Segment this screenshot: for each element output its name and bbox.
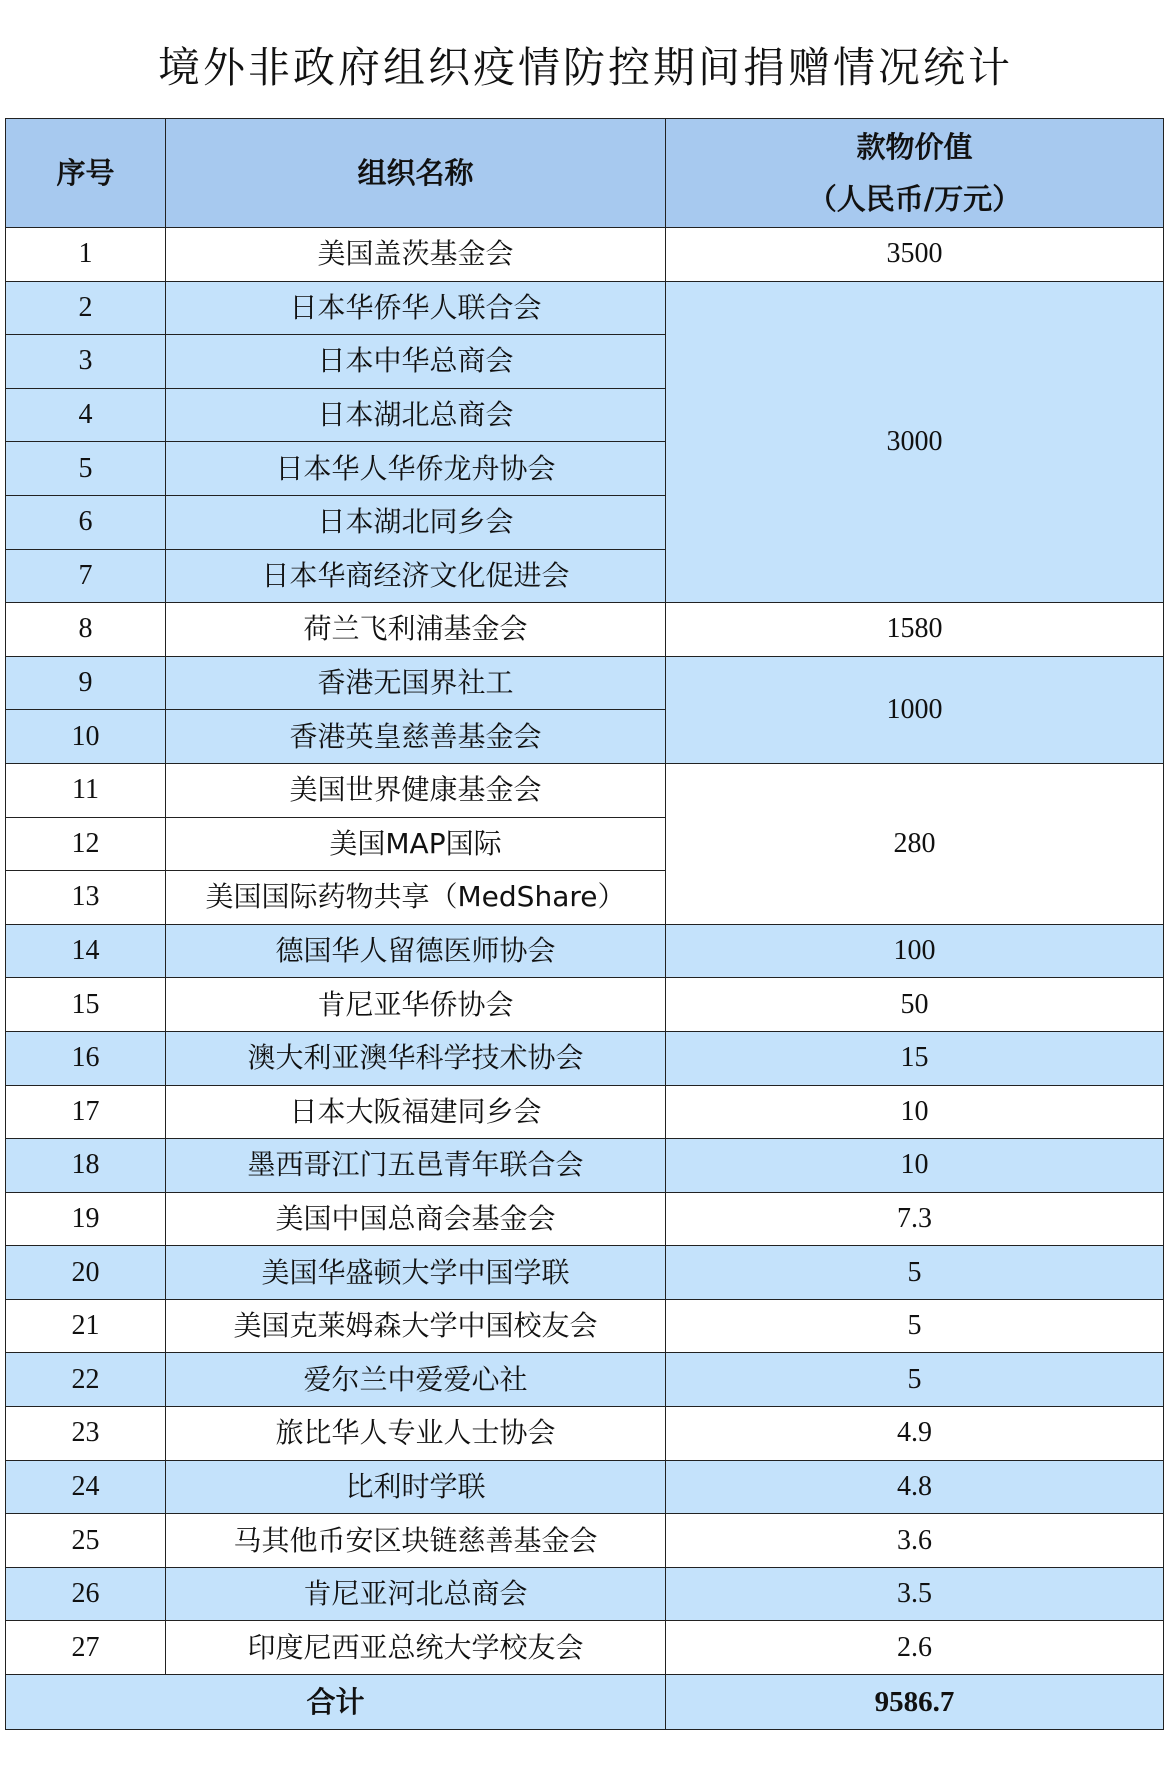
row-index: 19 xyxy=(6,1192,166,1246)
organization-name: 日本大阪福建同乡会 xyxy=(166,1085,666,1139)
organization-name: 荷兰飞利浦基金会 xyxy=(166,603,666,657)
organization-name: 美国国际药物共享（MedShare） xyxy=(166,871,666,925)
page-title: 境外非政府组织疫情防控期间捐赠情况统计 xyxy=(157,43,1013,92)
table-row xyxy=(6,1407,1164,1461)
row-index: 6 xyxy=(6,495,166,549)
row-index: 23 xyxy=(6,1407,166,1461)
row-index: 4 xyxy=(6,388,166,442)
table-row xyxy=(6,1567,1164,1621)
total-row xyxy=(6,1675,1164,1730)
table-row xyxy=(6,1460,1164,1514)
row-index: 2 xyxy=(6,281,166,335)
table-row xyxy=(6,1246,1164,1300)
organization-name: 香港英皇慈善基金会 xyxy=(166,710,666,764)
row-index: 7 xyxy=(6,549,166,603)
row-index: 26 xyxy=(6,1567,166,1621)
organization-name: 旅比华人专业人士协会 xyxy=(166,1407,666,1461)
row-index: 8 xyxy=(6,603,166,657)
row-index: 11 xyxy=(6,763,166,817)
row-index: 27 xyxy=(6,1621,166,1675)
table-row xyxy=(6,1353,1164,1407)
header-index: 序号 xyxy=(6,119,166,228)
donation-value: 10 xyxy=(666,1085,1164,1139)
table-row xyxy=(6,281,1164,335)
row-index: 10 xyxy=(6,710,166,764)
organization-name: 爱尔兰中爱爱心社 xyxy=(166,1353,666,1407)
row-index: 14 xyxy=(6,924,166,978)
donation-value: 10 xyxy=(666,1139,1164,1193)
row-index: 12 xyxy=(6,817,166,871)
table-row xyxy=(6,924,1164,978)
total-label: 合计 xyxy=(6,1675,666,1730)
donation-value: 100 xyxy=(666,924,1164,978)
row-index: 21 xyxy=(6,1299,166,1353)
donation-value: 5 xyxy=(666,1353,1164,1407)
organization-name: 肯尼亚华侨协会 xyxy=(166,978,666,1032)
donation-value: 1000 xyxy=(666,656,1164,763)
table-row xyxy=(6,763,1164,817)
organization-name: 墨西哥江门五邑青年联合会 xyxy=(166,1139,666,1193)
row-index: 20 xyxy=(6,1246,166,1300)
organization-name: 日本湖北总商会 xyxy=(166,388,666,442)
organization-name: 日本华侨华人联合会 xyxy=(166,281,666,335)
row-index: 9 xyxy=(6,656,166,710)
table-row xyxy=(6,1192,1164,1246)
organization-name: 香港无国界社工 xyxy=(166,656,666,710)
row-index: 5 xyxy=(6,442,166,496)
organization-name: 马其他币安区块链慈善基金会 xyxy=(166,1514,666,1568)
row-index: 22 xyxy=(6,1353,166,1407)
total-value: 9586.7 xyxy=(666,1675,1164,1730)
donation-value: 5 xyxy=(666,1299,1164,1353)
organization-name: 日本华商经济文化促进会 xyxy=(166,549,666,603)
organization-name: 印度尼西亚总统大学校友会 xyxy=(166,1621,666,1675)
organization-name: 美国世界健康基金会 xyxy=(166,763,666,817)
organization-name: 日本华人华侨龙舟协会 xyxy=(166,442,666,496)
header-value-line2: （人民币/万元） xyxy=(807,182,1022,216)
organization-name: 日本湖北同乡会 xyxy=(166,495,666,549)
table-header-row xyxy=(6,119,1164,228)
table-row xyxy=(6,1299,1164,1353)
donation-value: 1580 xyxy=(666,603,1164,657)
table-row xyxy=(6,1514,1164,1568)
donation-table xyxy=(5,118,1164,1730)
donation-value: 50 xyxy=(666,978,1164,1032)
organization-name: 美国中国总商会基金会 xyxy=(166,1192,666,1246)
table-row xyxy=(6,603,1164,657)
row-index: 1 xyxy=(6,228,166,282)
row-index: 18 xyxy=(6,1139,166,1193)
donation-value: 3.5 xyxy=(666,1567,1164,1621)
header-name: 组织名称 xyxy=(166,119,666,228)
organization-name: 澳大利亚澳华科学技术协会 xyxy=(166,1031,666,1085)
donation-value: 2.6 xyxy=(666,1621,1164,1675)
donation-value: 4.9 xyxy=(666,1407,1164,1461)
organization-name: 美国克莱姆森大学中国校友会 xyxy=(166,1299,666,1353)
table-row xyxy=(6,656,1164,710)
donation-value: 3000 xyxy=(666,281,1164,603)
table-row xyxy=(6,228,1164,282)
row-index: 15 xyxy=(6,978,166,1032)
row-index: 25 xyxy=(6,1514,166,1568)
table-body xyxy=(6,228,1164,1730)
donation-value: 5 xyxy=(666,1246,1164,1300)
table-row xyxy=(6,978,1164,1032)
row-index: 24 xyxy=(6,1460,166,1514)
row-index: 3 xyxy=(6,335,166,389)
organization-name: 比利时学联 xyxy=(166,1460,666,1514)
header-value xyxy=(666,119,1164,228)
row-index: 17 xyxy=(6,1085,166,1139)
row-index: 16 xyxy=(6,1031,166,1085)
table-row xyxy=(6,1621,1164,1675)
header-value-line1: 款物价值 xyxy=(856,130,973,164)
donation-value: 3.6 xyxy=(666,1514,1164,1568)
table-row xyxy=(6,1139,1164,1193)
row-index: 13 xyxy=(6,871,166,925)
organization-name: 美国MAP国际 xyxy=(166,817,666,871)
organization-name: 美国盖茨基金会 xyxy=(166,228,666,282)
donation-value: 7.3 xyxy=(666,1192,1164,1246)
donation-value: 3500 xyxy=(666,228,1164,282)
table-row xyxy=(6,1085,1164,1139)
donation-value: 15 xyxy=(666,1031,1164,1085)
organization-name: 德国华人留德医师协会 xyxy=(166,924,666,978)
table-row xyxy=(6,1031,1164,1085)
donation-value: 4.8 xyxy=(666,1460,1164,1514)
organization-name: 肯尼亚河北总商会 xyxy=(166,1567,666,1621)
organization-name: 日本中华总商会 xyxy=(166,335,666,389)
organization-name: 美国华盛顿大学中国学联 xyxy=(166,1246,666,1300)
donation-value: 280 xyxy=(666,763,1164,924)
